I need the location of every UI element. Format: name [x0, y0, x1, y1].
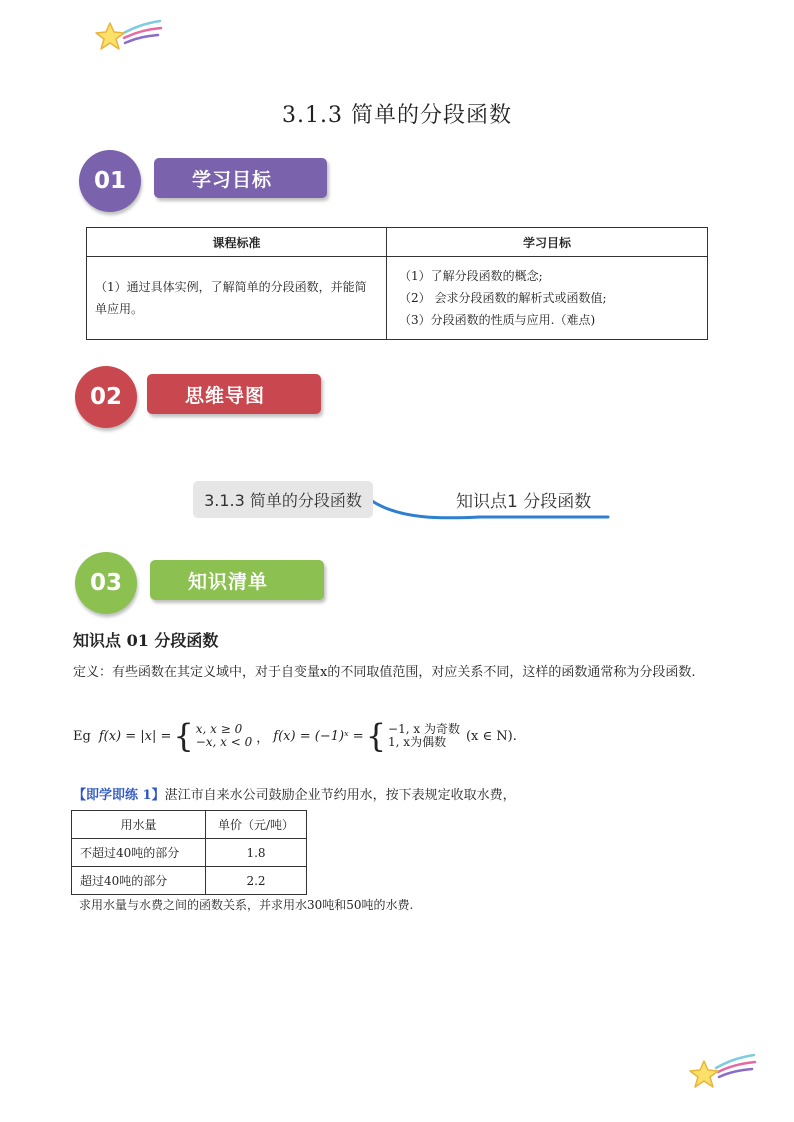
- table-row: [72, 839, 307, 867]
- section-banner-knowledge: [150, 560, 324, 600]
- definition-text: 定义：有些函数在其定义域中，对于自变量x的不同取值范围，对应关系不同，这样的函数通常称为分段函数.: [73, 665, 696, 680]
- star-decoration-icon: [686, 1052, 758, 1092]
- mindmap-child-node: 知识点1 分段函数: [456, 492, 592, 512]
- section-number-badge: [75, 366, 137, 428]
- piecewise-case: −x, x < 0: [195, 735, 253, 749]
- table-header: 用水量: [72, 811, 206, 839]
- mindmap-root-label: 3.1.3 简单的分段函数: [204, 491, 362, 510]
- section-number-badge: [75, 552, 137, 614]
- practice-tag: 【即学即练 1】: [73, 788, 165, 803]
- formula-suffix: (x ∈ N).: [465, 728, 517, 744]
- piecewise-brace: { x, x ≥ 0 −x, x < 0: [173, 717, 253, 755]
- table-row: [72, 811, 307, 839]
- formula-separator: ，: [256, 730, 270, 746]
- section-number-badge: [79, 150, 141, 212]
- piecewise-case: −1, x 为奇数: [388, 722, 460, 736]
- section-number: 03: [89, 570, 122, 596]
- table-cell: 超过40吨的部分: [72, 867, 206, 895]
- goal-item: （2） 会求分段函数的解析式或函数值;: [399, 291, 607, 305]
- piecewise-case: x, x ≥ 0: [195, 722, 243, 736]
- table-cell: 1.8: [206, 839, 307, 867]
- curriculum-standard-cell: （1）通过具体实例，了解简单的分段函数，并能简单应用。: [87, 257, 387, 340]
- table-header: 课程标准: [87, 228, 387, 257]
- section-label: 学习目标: [192, 168, 273, 191]
- formula-lhs: f(x) = (−1)ˣ =: [273, 728, 364, 744]
- star-decoration-icon: [92, 18, 164, 58]
- section-number: 02: [89, 384, 122, 410]
- table-header: 学习目标: [387, 228, 708, 257]
- learning-goals-cell: [387, 257, 708, 340]
- table-header: 单价（元/吨）: [206, 811, 307, 839]
- table-row: [72, 867, 307, 895]
- example-prefix: Eg: [73, 728, 91, 744]
- goals-table: [86, 227, 708, 340]
- knowledge-point-title: 知识点 01 分段函数: [73, 631, 219, 650]
- piecewise-case: 1, x为偶数: [388, 735, 447, 749]
- section-label: 思维导图: [185, 384, 266, 407]
- mindmap-root-node: [193, 481, 373, 518]
- formula-lhs: f(x) = |x| =: [98, 728, 172, 744]
- table-cell: 2.2: [206, 867, 307, 895]
- page-title: 3.1.3 简单的分段函数: [282, 103, 512, 128]
- goal-item: （1）了解分段函数的概念;: [399, 269, 543, 283]
- practice-question: 求用水量与水费之间的函数关系，并求用水30吨和50吨的水费.: [79, 898, 414, 912]
- practice-text: 湛江市自来水公司鼓励企业节约用水，按下表规定收取水费，: [164, 788, 516, 803]
- section-banner-goals: [154, 158, 327, 198]
- goal-item: （3）分段函数的性质与应用.（难点): [399, 313, 596, 327]
- example-formula: [73, 716, 517, 756]
- section-banner-mindmap: [147, 374, 321, 414]
- water-price-table: [71, 810, 307, 895]
- section-label: 知识清单: [188, 570, 269, 593]
- practice-prompt: [73, 784, 516, 803]
- section-number: 01: [93, 168, 126, 194]
- piecewise-brace: { −1, x 为奇数 1, x为偶数: [365, 717, 460, 755]
- table-cell: 不超过40吨的部分: [72, 839, 206, 867]
